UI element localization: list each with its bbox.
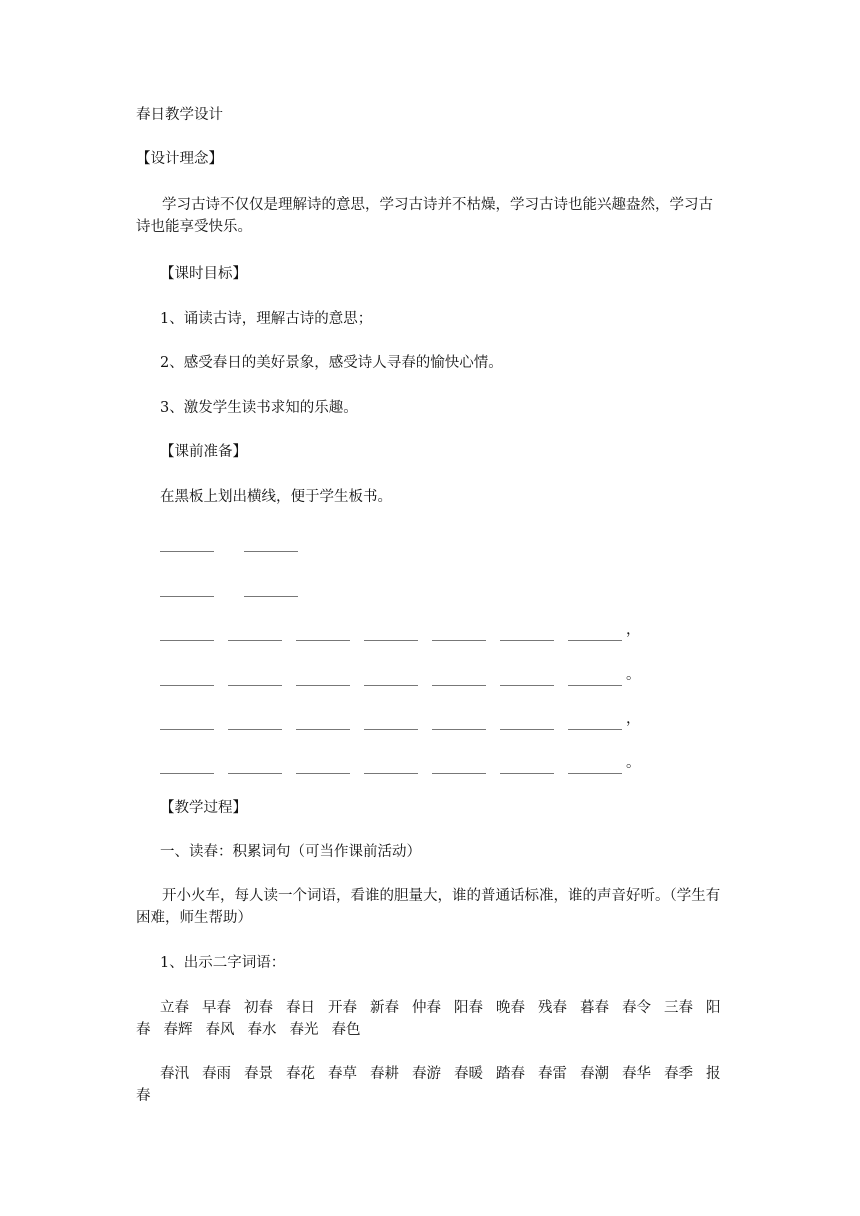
word-item: 开春 xyxy=(328,1000,357,1016)
blank-line xyxy=(244,582,298,597)
blank-line xyxy=(364,759,418,774)
blank-line xyxy=(568,715,622,730)
blank-line-row-3 xyxy=(160,619,641,641)
blank-line-row-2 xyxy=(160,575,312,597)
word-item: 春风 xyxy=(205,1022,235,1038)
word-item: 春光 xyxy=(289,1022,319,1038)
blank-line xyxy=(296,626,350,641)
word-item: 春暖 xyxy=(454,1066,483,1082)
blank-line xyxy=(364,715,418,730)
word-item: 报春 xyxy=(136,1066,721,1104)
word-item: 春色 xyxy=(331,1022,361,1038)
word-item: 初春 xyxy=(244,1000,273,1016)
word-item: 春花 xyxy=(286,1066,315,1082)
blank-line xyxy=(568,759,622,774)
word-item: 春景 xyxy=(244,1066,273,1082)
blank-line-row-4 xyxy=(160,664,641,686)
blank-line xyxy=(244,537,298,552)
word-item: 新春 xyxy=(370,1000,399,1016)
goal-item-2: 2、感受春日的美好景象，感受诗人寻春的愉快心情。 xyxy=(160,355,503,371)
goal-item-1: 1、诵读古诗，理解古诗的意思； xyxy=(160,311,373,327)
blank-line xyxy=(296,671,350,686)
word-item: 春水 xyxy=(247,1022,277,1038)
concept-paragraph: 学习古诗不仅仅是理解诗的意思，学习古诗并不枯燥，学习古诗也能兴趣盎然，学习古诗也能享受快乐。 xyxy=(136,197,713,235)
blank-line xyxy=(500,626,554,641)
blank-line xyxy=(568,626,622,641)
blank-line xyxy=(160,537,214,552)
blank-line xyxy=(160,715,214,730)
word-item: 春令 xyxy=(622,1000,651,1016)
word-item: 春季 xyxy=(664,1066,693,1082)
word-item: 早春 xyxy=(202,1000,231,1016)
word-item: 春草 xyxy=(328,1066,357,1082)
word-item: 暮春 xyxy=(580,1000,609,1016)
blank-line xyxy=(432,671,486,686)
blank-line xyxy=(364,626,418,641)
word-item: 春华 xyxy=(622,1066,651,1082)
word-item: 春雷 xyxy=(538,1066,567,1082)
step1-paragraph: 开小火车，每人读一个词语，看谁的胆量大，谁的普通话标准，谁的声音好听。（学生有困难，师生帮助） xyxy=(136,888,721,926)
blank-line xyxy=(568,671,622,686)
blank-line-row-1 xyxy=(160,530,312,552)
word-list-2 xyxy=(136,1063,726,1107)
word-item: 踏春 xyxy=(496,1066,525,1082)
word-item: 春辉 xyxy=(163,1022,193,1038)
word-list-1 xyxy=(136,997,726,1041)
word-item: 春潮 xyxy=(580,1066,609,1082)
sub1-heading: 1、出示二字词语： xyxy=(160,955,286,971)
blank-line xyxy=(228,715,282,730)
line-punctuation: 。 xyxy=(626,755,641,771)
blank-line xyxy=(228,671,282,686)
blank-line xyxy=(160,626,214,641)
step1-heading: 一、读春：积累词句（可当作课前活动） xyxy=(160,844,421,860)
blank-line xyxy=(364,671,418,686)
blank-line-row-6 xyxy=(160,752,641,774)
blank-line xyxy=(228,759,282,774)
blank-line xyxy=(500,671,554,686)
blank-line xyxy=(296,715,350,730)
word-item: 三春 xyxy=(664,1000,693,1016)
blank-line xyxy=(160,582,214,597)
concept-heading: 【设计理念】 xyxy=(136,151,223,167)
word-item: 立春 xyxy=(160,1000,189,1016)
word-item: 阳春 xyxy=(454,1000,483,1016)
prep-paragraph: 在黑板上划出横线，便于学生板书。 xyxy=(160,489,392,505)
blank-line xyxy=(432,715,486,730)
document-title: 春日教学设计 xyxy=(136,107,223,123)
word-item: 春汛 xyxy=(160,1066,189,1082)
blank-line xyxy=(160,759,214,774)
line-punctuation: ， xyxy=(626,711,641,727)
word-item: 仲春 xyxy=(412,1000,441,1016)
goals-heading: 【课时目标】 xyxy=(160,266,247,282)
line-punctuation: 。 xyxy=(626,667,641,683)
word-item: 春日 xyxy=(286,1000,315,1016)
blank-line-row-5 xyxy=(160,708,641,730)
line-punctuation: ， xyxy=(626,622,641,638)
process-heading: 【教学过程】 xyxy=(160,800,247,816)
blank-line xyxy=(500,759,554,774)
word-item: 阳春 xyxy=(136,1000,721,1038)
word-item: 残春 xyxy=(538,1000,567,1016)
word-item: 晚春 xyxy=(496,1000,525,1016)
blank-line xyxy=(432,626,486,641)
blank-line xyxy=(500,715,554,730)
word-item: 春游 xyxy=(412,1066,441,1082)
blank-line xyxy=(160,671,214,686)
prep-heading: 【课前准备】 xyxy=(160,444,247,460)
word-item: 春耕 xyxy=(370,1066,399,1082)
word-item: 春雨 xyxy=(202,1066,231,1082)
blank-line xyxy=(296,759,350,774)
blank-line xyxy=(228,626,282,641)
blank-line xyxy=(432,759,486,774)
goal-item-3: 3、激发学生读书求知的乐趣。 xyxy=(160,400,358,416)
